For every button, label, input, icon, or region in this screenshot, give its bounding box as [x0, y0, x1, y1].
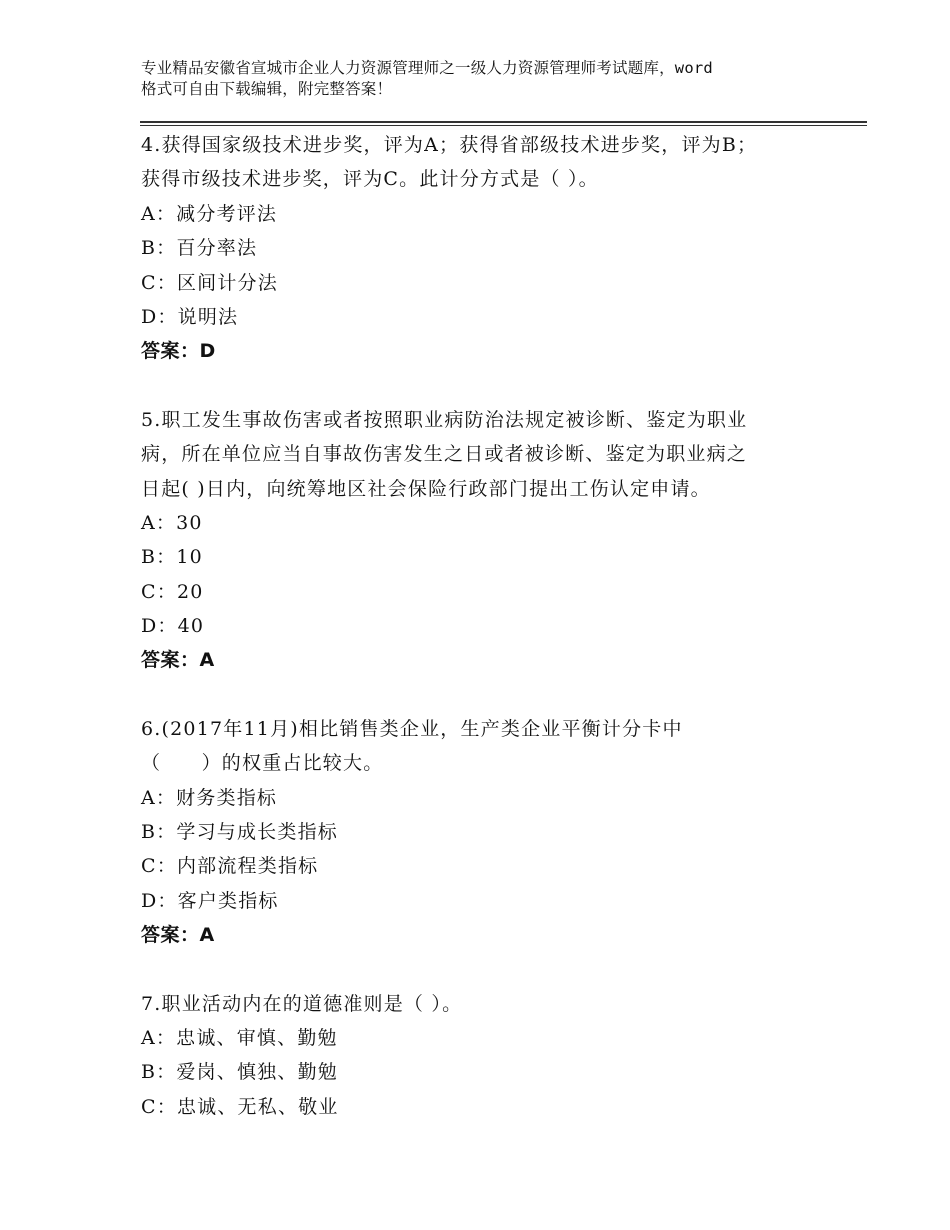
option-a: A：30 [141, 511, 203, 534]
option-c: C：20 [141, 580, 204, 603]
option-b: B：学习与成长类指标 [141, 821, 338, 844]
option-a: A：减分考评法 [141, 202, 278, 225]
option-c: C：内部流程类指标 [141, 855, 319, 878]
document-header [141, 58, 841, 100]
option-a: A：忠诚、审慎、勤勉 [141, 1026, 338, 1049]
option-c: C：区间计分法 [141, 271, 278, 294]
header-divider-thin [140, 125, 867, 126]
question-spacer [141, 678, 821, 712]
question-stem-line: 5.职工发生事故伤害或者按照职业病防治法规定被诊断、鉴定为职业 [141, 408, 748, 431]
question-stem-line: 日起( )日内，向统筹地区社会保险行政部门提出工伤认定申请。 [141, 477, 711, 500]
question-list [141, 128, 821, 1124]
question-stem-line: 7.职业活动内在的道德准则是（ ）。 [141, 992, 463, 1015]
question-stem-line: 6.(2017年11月)相比销售类企业，生产类企业平衡计分卡中 [141, 717, 683, 740]
question-stem-line: 获得市级技术进步奖，评为C。此计分方式是（ ）。 [141, 168, 599, 191]
answer: 答案：A [141, 924, 215, 947]
header-line-2: 格式可自由下载编辑，附完整答案！ [141, 80, 393, 98]
question-stem-line: 病，所在单位应当自事故伤害发生之日或者被诊断、鉴定为职业病之 [141, 443, 748, 466]
question-spacer [141, 953, 821, 987]
question-4 [141, 128, 821, 369]
question-stem-line: 4.获得国家级技术进步奖，评为A；获得省部级技术进步奖，评为B； [141, 134, 758, 156]
question-stem-line: （ ）的权重占比较大。 [141, 752, 384, 775]
answer: 答案：D [141, 340, 216, 363]
option-c: C：忠诚、无私、敬业 [141, 1095, 339, 1118]
question-5 [141, 403, 821, 678]
header-divider-thick [140, 121, 867, 123]
question-7 [141, 987, 821, 1125]
header-line-1: 专业精品安徽省宣城市企业人力资源管理师之一级人力资源管理师考试题库，word [141, 59, 713, 77]
answer: 答案：A [141, 649, 215, 672]
option-b: B：百分率法 [141, 237, 258, 260]
option-d: D：说明法 [141, 305, 239, 328]
option-a: A：财务类指标 [141, 786, 278, 809]
question-6 [141, 712, 821, 953]
option-b: B：10 [141, 546, 203, 569]
option-b: B：爱岗、慎独、勤勉 [141, 1061, 338, 1084]
option-d: D：客户类指标 [141, 889, 279, 912]
question-spacer [141, 369, 821, 403]
option-d: D：40 [141, 615, 205, 638]
